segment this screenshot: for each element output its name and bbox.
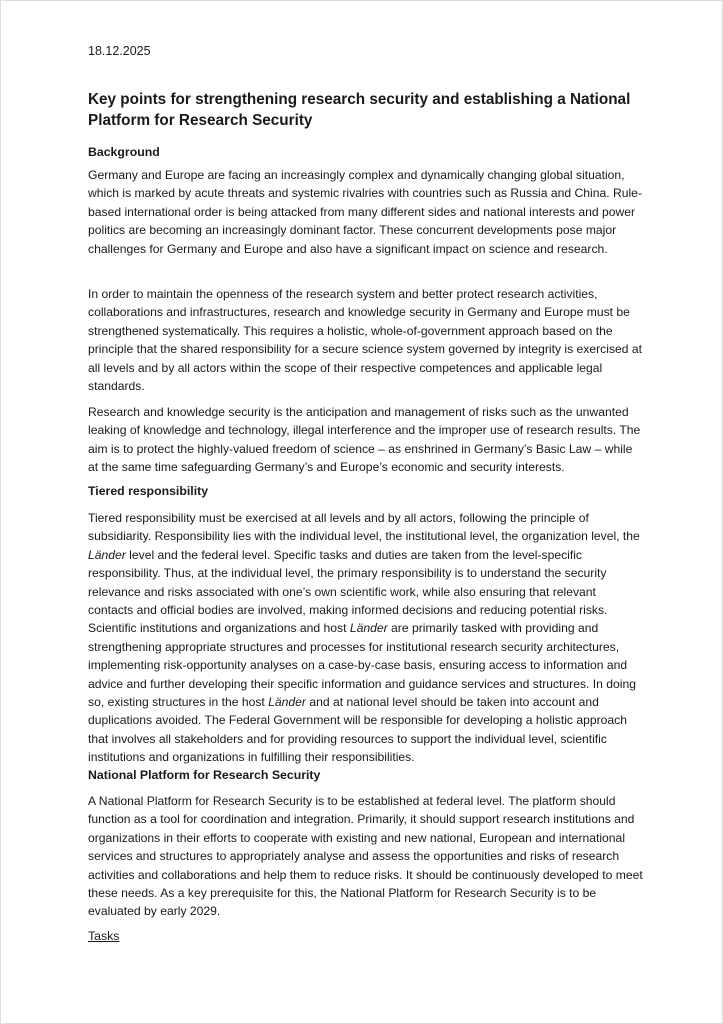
section-heading-background: Background [88, 145, 160, 159]
tasks-subheading: Tasks [88, 929, 120, 943]
section-heading-tiered-responsibility: Tiered responsibility [88, 484, 209, 498]
laender-term: Länder [349, 621, 388, 636]
document-title: Key points for strengthening research security and establishing a National Platform for Research Security [88, 91, 631, 129]
paragraph-text: are primarily tasked with providing and strengthening appropriate structures and processes for institutional research security architectures, implementing risk-opportunity analyses on a case-by-case basis, ensuring access to information and advice and further developing their specific information and guidance services and structures. In doing so, existing structures in the host [88, 621, 636, 710]
section-heading-national-platform: National Platform for Research Security [88, 768, 321, 782]
document-date: 18.12.2025 [88, 44, 151, 58]
paragraph-text: and at national level should be taken into account and duplications avoided. The Federal Government will be responsible for developing a holistic approach that involves all stakeholders and for providing resources to support the individual level, scientific institutions and organizations in fulfilling their responsibilities. [88, 695, 628, 765]
background-paragraph-1: Germany and Europe are facing an increasingly complex and dynamically changing global situation, which is marked by acute threats and systemic rivalries with countries such as Russia and China. Rule-based international order is being attacked from many different sides and national interests and power politics are becoming an increasingly dominant factor. These concurrent developments pose major challenges for Germany and Europe and also have a significant impact on science and research. [88, 168, 642, 256]
paragraph-text: level and the federal level. Specific tasks and duties are taken from the level-specific responsibility. Thus, at the individual level, the primary responsibility is to understand the security relevance and risks associated with one’s own scientific work, while also ensuring that relevant contacts and official bodies are involved, making informed decisions and reducing potential risks. Scientific institutions and organizations and host [88, 547, 608, 636]
national-platform-paragraph: A National Platform for Research Security is to be established at federal level. The platform should function as a tool for coordination and integration. Primarily, it should support research institutions and organizations in their efforts to cooperate with existing and new national, European and international services and structures to appropriately analyse and assess the opportunities and risks of research activities and collaborations and help them to reduce risks. It should be continuously developed to meet these needs. As a key prerequisite for this, the National Platform for Research Security is to be evaluated by early 2029. [88, 794, 643, 919]
laender-term: Länder [88, 547, 126, 562]
laender-term: Länder [268, 695, 306, 710]
tiered-responsibility-paragraph [88, 509, 643, 767]
background-paragraph-3: Research and knowledge security is the anticipation and management of risks such as the unwanted leaking of knowledge and technology, illegal interference and the improper use of research results. The aim is to protect the highly-valued freedom of science – as enshrined in Germany’s Basic Law – while at the same time safeguarding Germany’s and Europe’s economic and security interests. [88, 405, 641, 475]
paragraph-text: Tiered responsibility must be exercised at all levels and by all actors, following the principle of subsidiarity. Responsibility lies with the individual level, the institutional level, the organization level, the [88, 511, 640, 544]
background-paragraph-2: In order to maintain the openness of the research system and better protect research activities, collaborations and infrastructures, research and knowledge security in Germany and Europe must be strengthened systematically. This requires a holistic, whole-of-government approach based on the principle that the shared responsibility for a secure science system governed by integrity is exercised at all levels and by all actors within the scope of their respective competences and applicable legal standards. [88, 287, 643, 394]
